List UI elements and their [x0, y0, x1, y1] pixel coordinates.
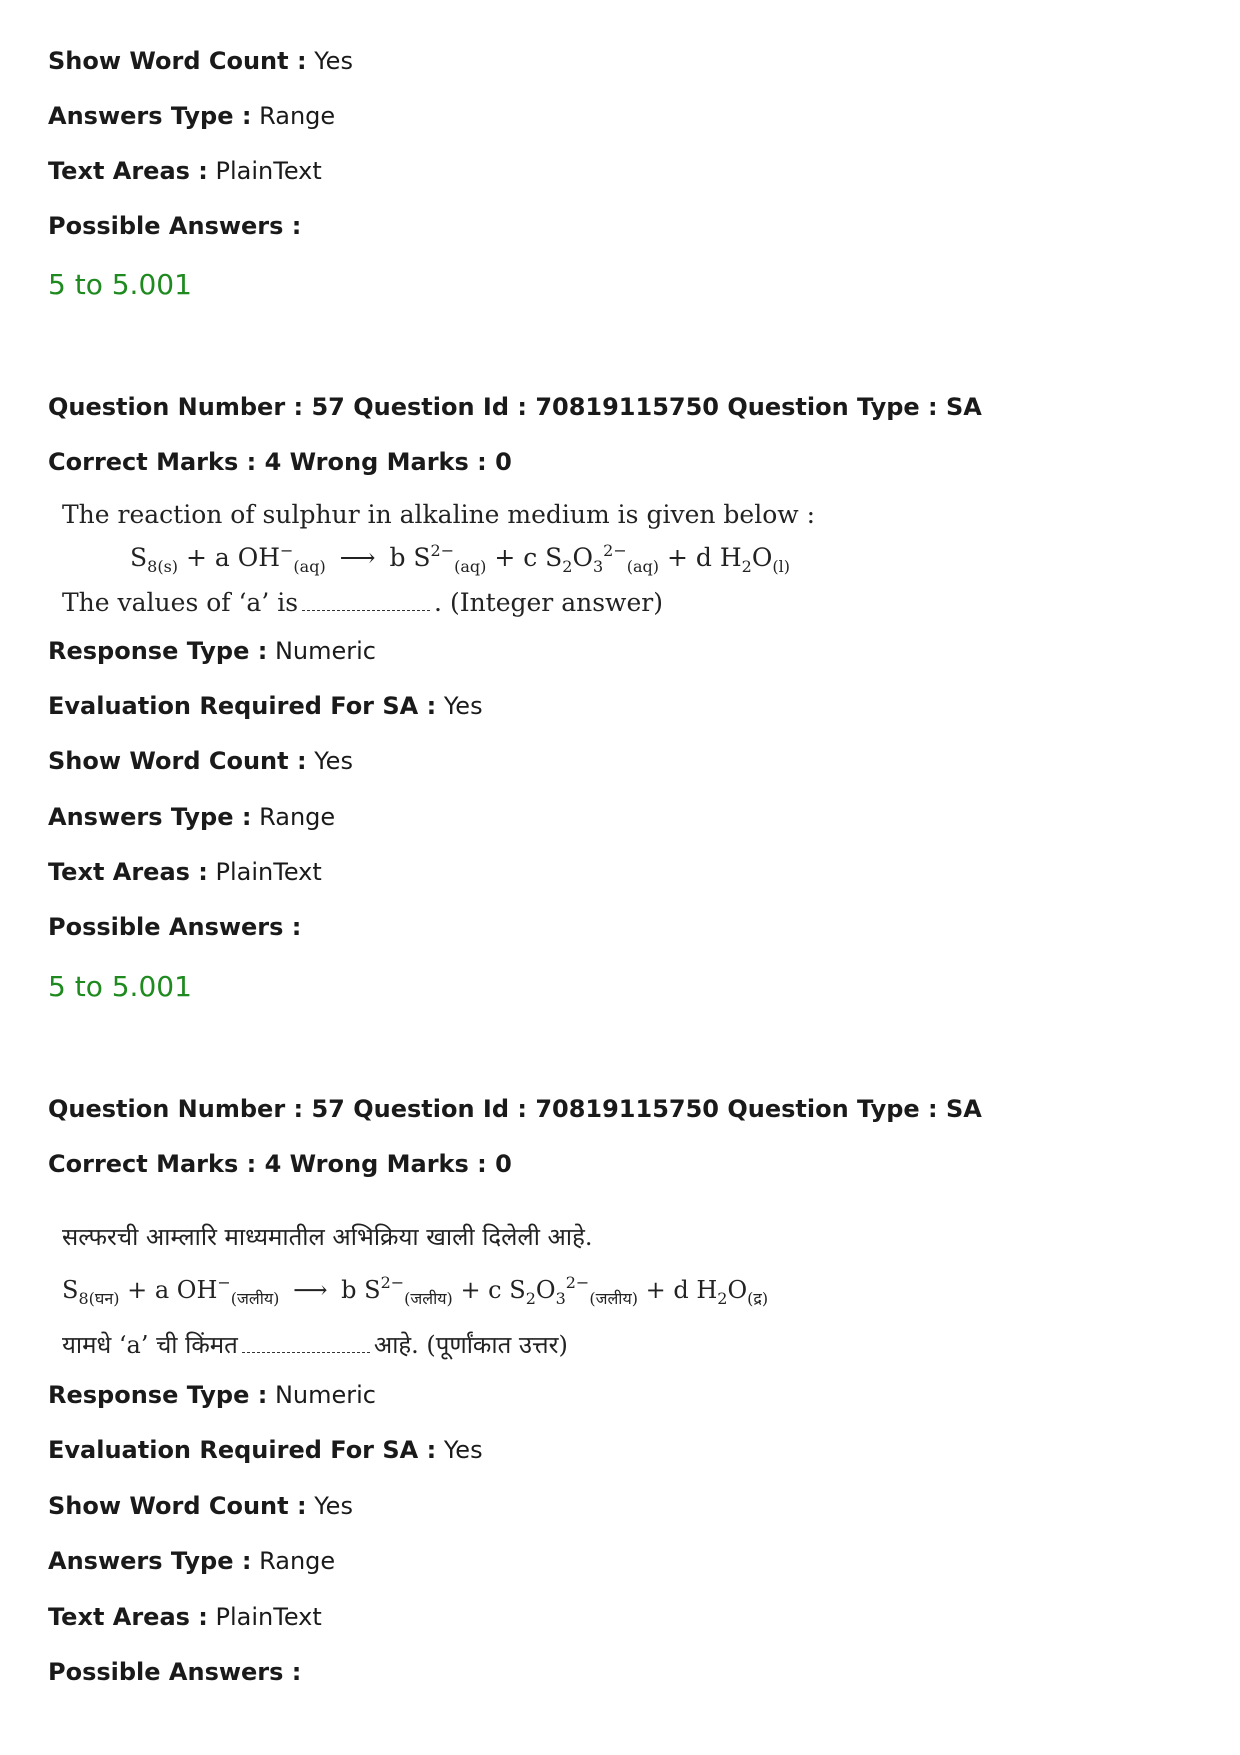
eq-sub: (जलीय): [404, 1289, 453, 1308]
eq-sub: 8(घन): [78, 1289, 120, 1308]
eq-part: + c S: [494, 543, 563, 572]
ask-end: आहे. (पूर्णांकात उत्तर): [373, 1331, 568, 1359]
field-value: PlainText: [215, 858, 322, 886]
field-label: Answers Type :: [48, 803, 252, 831]
field-label: Possible Answers :: [48, 212, 302, 240]
answers-type-row: [48, 802, 335, 832]
field-label: Response Type :: [48, 1381, 268, 1409]
eq-sub: (जलीय): [589, 1289, 638, 1308]
eq-sub: 2: [717, 1289, 728, 1308]
answers-type-row: [48, 1546, 335, 1576]
reaction-arrow: ⟶: [293, 1276, 328, 1304]
field-label: Response Type :: [48, 637, 268, 665]
field-value: Range: [259, 803, 336, 831]
eq-sub: (aq): [454, 557, 487, 576]
eq-part: + a OH: [127, 1276, 218, 1304]
question-header-text: Question Number : 57 Question Id : 70819115750 Question Type : SA: [48, 1095, 982, 1123]
field-label: Text Areas :: [48, 1603, 208, 1631]
eq-sup: −: [217, 1273, 231, 1292]
field-label: Evaluation Required For SA :: [48, 692, 437, 720]
possible-answer-value: 5 to 5.001: [48, 268, 192, 301]
eq-part: + d H: [666, 543, 742, 572]
response-type-row: [48, 1380, 376, 1410]
field-label: Possible Answers :: [48, 1658, 302, 1686]
eq-sub: 8(s): [147, 557, 179, 576]
field-label: Answers Type :: [48, 1547, 252, 1575]
field-value: Yes: [314, 47, 353, 75]
eq-part: O: [572, 543, 593, 572]
eq-sup: 2−: [380, 1273, 405, 1292]
ask-end: . (Integer answer): [434, 588, 663, 617]
eq-part: S: [62, 1276, 79, 1304]
eq-part: + a OH: [185, 543, 281, 572]
show-word-count-row: [48, 46, 353, 76]
field-label: Show Word Count :: [48, 747, 307, 775]
field-label: Show Word Count :: [48, 1492, 307, 1520]
field-value: PlainText: [215, 157, 322, 185]
show-word-count-row: [48, 746, 353, 776]
eq-part: b S: [389, 543, 431, 572]
reaction-equation: [62, 533, 815, 585]
question-header: [48, 1094, 982, 1124]
eq-sub: 3: [555, 1289, 566, 1308]
reaction-equation: [62, 1260, 768, 1322]
eq-part: + d H: [645, 1276, 718, 1304]
eq-sub: (aq): [626, 557, 660, 576]
evaluation-row: [48, 1435, 483, 1465]
question-header: [48, 392, 982, 422]
eq-part: S: [130, 543, 148, 572]
field-label: Text Areas :: [48, 858, 208, 886]
answer-blank: [302, 590, 430, 611]
response-type-row: [48, 636, 376, 666]
field-value: Yes: [314, 747, 353, 775]
text-areas-row: [48, 1602, 322, 1632]
marks-text: Correct Marks : 4 Wrong Marks : 0: [48, 1150, 512, 1178]
field-value: Numeric: [274, 1381, 376, 1409]
eq-sub: 2: [525, 1289, 536, 1308]
eq-part: + c S: [460, 1276, 526, 1304]
text-areas-row: [48, 156, 322, 186]
eq-sub: (aq): [293, 557, 326, 576]
field-value: Yes: [443, 692, 483, 720]
field-value: Range: [259, 102, 336, 130]
question-ask: [62, 1322, 768, 1368]
field-value: PlainText: [215, 1603, 322, 1631]
answer-blank: [242, 1332, 370, 1353]
marks-text: Correct Marks : 4 Wrong Marks : 0: [48, 448, 512, 476]
question-image-english: [62, 497, 815, 621]
question-header-text: Question Number : 57 Question Id : 70819115750 Question Type : SA: [48, 393, 982, 421]
evaluation-row: [48, 691, 483, 721]
eq-sub: (l): [772, 557, 790, 576]
eq-sup: −: [280, 541, 294, 560]
eq-sub: (जलीय): [230, 1289, 280, 1308]
marks-row: [48, 1149, 512, 1179]
field-label: Show Word Count :: [48, 47, 307, 75]
field-label: Possible Answers :: [48, 913, 302, 941]
marks-row: [48, 447, 512, 477]
eq-part: O: [535, 1276, 556, 1304]
eq-sub: 2: [741, 557, 752, 576]
eq-part: b S: [341, 1276, 381, 1304]
field-label: Answers Type :: [48, 102, 252, 130]
eq-sup: 2−: [430, 541, 455, 560]
ask-start: यामधे ‘a’ ची किंमत: [62, 1331, 238, 1359]
text-areas-row: [48, 857, 322, 887]
possible-answers-row: [48, 912, 301, 942]
show-word-count-row: [48, 1491, 353, 1521]
field-value: Numeric: [274, 637, 376, 665]
question-intro: The reaction of sulphur in alkaline medium is given below :: [62, 500, 816, 529]
possible-answer-value: 5 to 5.001: [48, 970, 192, 1003]
eq-part: O: [727, 1276, 748, 1304]
eq-sub: (द्र): [747, 1289, 769, 1308]
eq-sup: 2−: [603, 541, 627, 560]
reaction-arrow: ⟶: [339, 543, 376, 572]
answers-type-row: [48, 101, 335, 131]
eq-sup: 2−: [565, 1273, 590, 1292]
eq-sub: 3: [592, 557, 604, 576]
possible-answers-row: [48, 1657, 301, 1687]
field-label: Text Areas :: [48, 157, 208, 185]
question-intro: सल्फरची आम्लारि माध्यमातील अभिक्रिया खाली दिलेली आहे.: [62, 1223, 593, 1251]
eq-sub: 2: [562, 557, 573, 576]
ask-start: The values of ‘a’ is: [62, 588, 299, 617]
field-value: Yes: [314, 1492, 353, 1520]
question-ask: [62, 585, 815, 621]
possible-answers-row: [48, 211, 301, 241]
eq-part: O: [751, 543, 773, 572]
field-label: Evaluation Required For SA :: [48, 1436, 437, 1464]
field-value: Range: [259, 1547, 336, 1575]
field-value: Yes: [443, 1436, 483, 1464]
question-image-marathi: [62, 1214, 768, 1368]
